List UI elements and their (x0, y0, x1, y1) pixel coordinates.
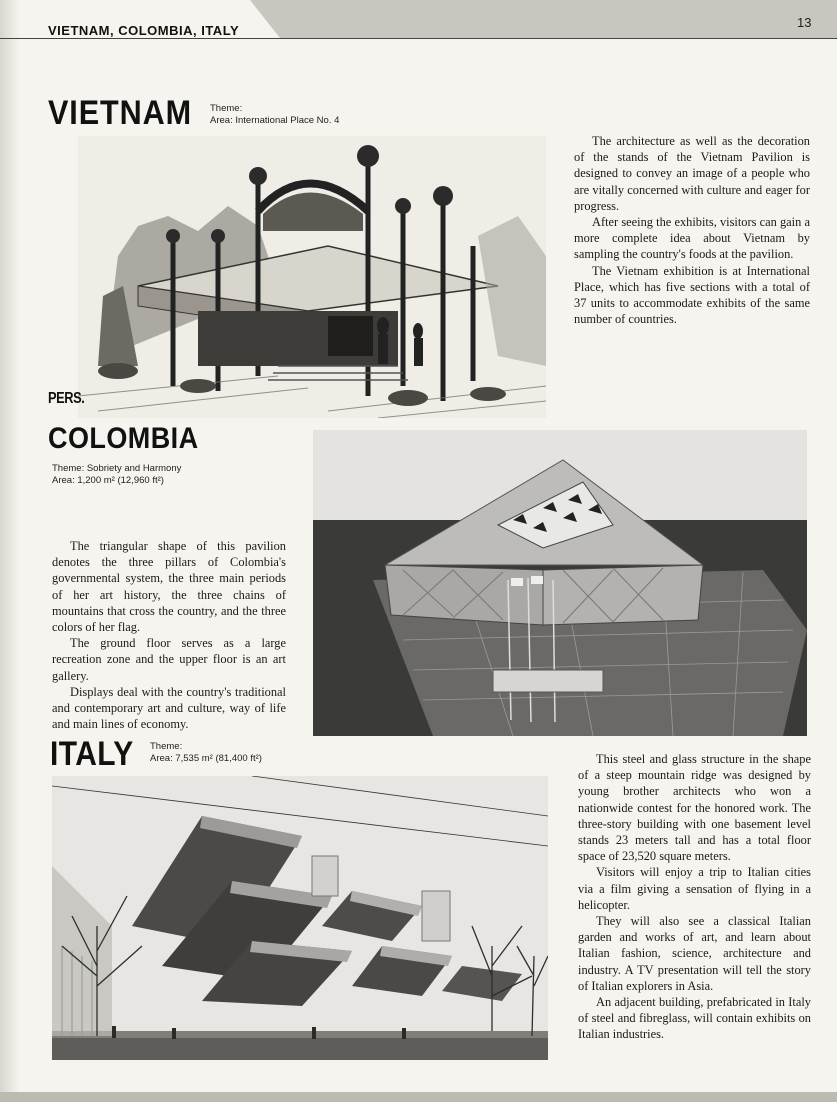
italy-paragraph: They will also see a classical Italian garden and works of art, and learn about Italian fashion, science, architecture and industry. A TV presentation will tell the story of Italian explorers in Asia. (578, 914, 811, 993)
colombia-body (52, 538, 286, 732)
vietnam-meta (210, 103, 339, 127)
italy-paragraph: Visitors will enjoy a trip to Italian cities via a film giving a sensation of flying in a helicopter. (578, 865, 811, 912)
italy-area: Area: 7,535 m² (81,400 ft²) (150, 753, 262, 764)
vietnam-area: Area: International Place No. 4 (210, 115, 340, 126)
colombia-paragraph: Displays deal with the country's traditional and contemporary art and culture, way of life and main lines of economy. (52, 684, 286, 732)
italy-theme: Theme: (150, 741, 183, 752)
page-bottom-edge (0, 1092, 837, 1102)
italy-meta (150, 741, 262, 765)
vietnam-body (574, 133, 810, 327)
italy-body (578, 751, 811, 1043)
page-header-title: VIETNAM, COLOMBIA, ITALY (48, 23, 240, 38)
vietnam-paragraph: After seeing the exhibits, visitors can gain a more complete idea about Vietnam by sampling the country's foods at the pavilion. (574, 215, 810, 262)
vietnam-heading: VIETNAM (48, 94, 192, 132)
vietnam-sketch-label: PERS. (48, 390, 85, 407)
vietnam-paragraph: The architecture as well as the decoration of the stands of the Vietnam Pavilion is designed to convey an image of a people who are vitally concerned with culture and eager for progress. (574, 134, 810, 213)
page-spine-shadow (0, 0, 20, 1102)
italy-heading: ITALY (50, 735, 134, 773)
italy-paragraph: An adjacent building, prefabricated in Italy of steel and fibreglass, will contain exhibits on Italian industries. (578, 995, 811, 1042)
colombia-theme: Theme: Sobriety and Harmony (52, 463, 182, 474)
colombia-paragraph: The triangular shape of this pavilion denotes the three pillars of Colombia's governmental system, the three main periods of her art history, the three chains of mountains that cross the country, and the three colors of her flag. (52, 539, 286, 635)
vietnam-theme: Theme: (210, 103, 243, 114)
italy-pavilion-photo (52, 776, 548, 1060)
colombia-pavilion-model-photo (313, 430, 807, 736)
page-number: 13 (797, 15, 812, 30)
colombia-heading: COLOMBIA (48, 422, 199, 455)
colombia-meta (52, 463, 181, 487)
colombia-paragraph: The ground floor serves as a large recreation zone and the upper floor is an art gallery. (52, 636, 286, 683)
colombia-area: Area: 1,200 m² (12,960 ft²) (52, 475, 164, 486)
vietnam-paragraph: The Vietnam exhibition is at International Place, which has five sections with a total of 37 units to accommodate exhibits of the same number of countries. (574, 263, 810, 327)
italy-paragraph: This steel and glass structure in the shape of a steep mountain ridge was designed by young brother architects who won a nationwide contest for the honored work. The three-story building with one basement level stands 23 meters tall and has a total floor space of 23,520 square meters. (578, 752, 811, 864)
vietnam-pavilion-sketch (78, 136, 546, 418)
